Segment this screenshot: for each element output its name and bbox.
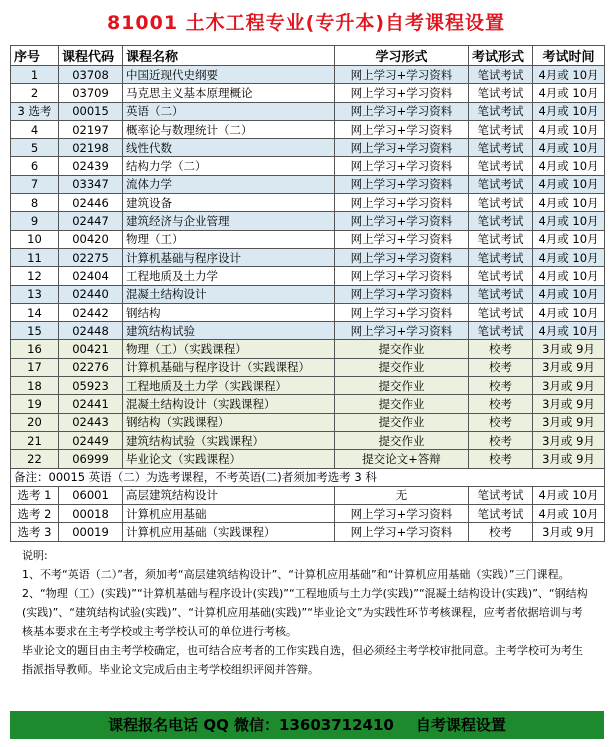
table-header-row <box>11 46 605 66</box>
cell-study-form: 网上学习+学习资料 <box>335 322 469 340</box>
page-title: 81001 土木工程专业(专升本)自考课程设置 <box>106 12 506 34</box>
cell-course-name: 工程地质及土力学 <box>123 267 335 285</box>
table-note-row <box>11 468 605 486</box>
table-row <box>11 248 605 266</box>
notes-heading: 说明: <box>22 549 48 562</box>
cell-code: 02440 <box>59 285 123 303</box>
header-exam: 考试形式 <box>469 46 533 66</box>
cell-code: 02442 <box>59 303 123 321</box>
cell-study-form: 提交作业 <box>335 340 469 358</box>
cell-no: 22 <box>11 450 59 468</box>
cell-code: 02439 <box>59 157 123 175</box>
cell-no: 11 <box>11 248 59 266</box>
cell-code: 02447 <box>59 212 123 230</box>
cell-exam-form: 笔试考试 <box>469 267 533 285</box>
cell-exam-form: 笔试考试 <box>469 230 533 248</box>
cell-exam-form: 笔试考试 <box>469 139 533 157</box>
cell-no: 13 <box>11 285 59 303</box>
cell-exam-time: 3月或 9月 <box>533 395 605 413</box>
cell-no: 12 <box>11 267 59 285</box>
table-row <box>11 267 605 285</box>
course-table-body <box>11 66 605 469</box>
cell-no: 10 <box>11 230 59 248</box>
cell-exam-time: 4月或 10月 <box>533 303 605 321</box>
cell-study-form: 网上学习+学习资料 <box>335 248 469 266</box>
cell-exam-form: 笔试考试 <box>469 84 533 102</box>
cell-exam-time: 4月或 10月 <box>533 194 605 212</box>
cell-exam-form: 校考 <box>469 450 533 468</box>
cell-exam-time: 4月或 10月 <box>533 248 605 266</box>
cell-exam-time: 4月或 10月 <box>533 230 605 248</box>
cell-study-form: 网上学习+学习资料 <box>335 139 469 157</box>
table-row <box>11 450 605 468</box>
cell-exam-form: 笔试考试 <box>469 66 533 84</box>
cell-study-form: 网上学习+学习资料 <box>335 523 469 541</box>
cell-exam-time: 4月或 10月 <box>533 322 605 340</box>
cell-exam-time: 4月或 10月 <box>533 175 605 193</box>
cell-study-form: 提交论文+答辩 <box>335 450 469 468</box>
cell-course-name: 混凝土结构设计 <box>123 285 335 303</box>
cell-course-name: 结构力学（二） <box>123 157 335 175</box>
cell-exam-form: 笔试考试 <box>469 303 533 321</box>
cell-code: 00019 <box>59 523 123 541</box>
table-row <box>11 139 605 157</box>
cell-code: 02449 <box>59 431 123 449</box>
cell-course-name: 工程地质及土力学（实践课程） <box>123 377 335 395</box>
cell-course-name: 毕业论文（实践课程） <box>123 450 335 468</box>
cell-study-form: 网上学习+学习资料 <box>335 267 469 285</box>
cell-exam-time: 4月或 10月 <box>533 84 605 102</box>
cell-exam-form: 笔试考试 <box>469 505 533 523</box>
cell-study-form: 网上学习+学习资料 <box>335 175 469 193</box>
cell-exam-form: 笔试考试 <box>469 486 533 504</box>
cell-no: 选考 3 <box>11 523 59 541</box>
cell-exam-form: 笔试考试 <box>469 212 533 230</box>
cell-exam-form: 笔试考试 <box>469 248 533 266</box>
cell-exam-time: 4月或 10月 <box>533 267 605 285</box>
cell-code: 03708 <box>59 66 123 84</box>
cell-course-name: 流体力学 <box>123 175 335 193</box>
cell-course-name: 物理（工） <box>123 230 335 248</box>
table-row <box>11 322 605 340</box>
cell-no: 16 <box>11 340 59 358</box>
table-row <box>11 84 605 102</box>
table-row <box>11 358 605 376</box>
cell-exam-form: 笔试考试 <box>469 157 533 175</box>
cell-code: 02276 <box>59 358 123 376</box>
cell-course-name: 钢结构 <box>123 303 335 321</box>
table-row <box>11 395 605 413</box>
cell-no: 7 <box>11 175 59 193</box>
cell-exam-time: 3月或 9月 <box>533 377 605 395</box>
cell-exam-form: 校考 <box>469 340 533 358</box>
cell-no: 8 <box>11 194 59 212</box>
cell-course-name: 计算机应用基础 <box>123 505 335 523</box>
cell-exam-form: 笔试考试 <box>469 102 533 120</box>
elective-row <box>11 523 605 541</box>
cell-code: 02198 <box>59 139 123 157</box>
cell-exam-time: 4月或 10月 <box>533 285 605 303</box>
table-row <box>11 377 605 395</box>
cell-exam-time: 3月或 9月 <box>533 340 605 358</box>
notes-item-2: 2、“物理（工）(实践)”“计算机基础与程序设计(实践)”“工程地质与土力学(实践)”“混凝土结构设计(实践)”、“钢结构(实践)”、“建筑结构试验(实践)”、“计算机应用基础(实践)”“毕业论文”为实践性环节考核课程，应考者依据培训与考核基本要求在主考学校或主考学校认可的单位进行考核。 <box>22 587 588 638</box>
cell-exam-time: 3月或 9月 <box>533 450 605 468</box>
cell-study-form: 网上学习+学习资料 <box>335 212 469 230</box>
notes-item-1: 1、不考“英语（二）”者，须加考“高层建筑结构设计”、“计算机应用基础”和“计算机应用基础（实践）”三门课程。 <box>22 568 570 581</box>
cell-no: 18 <box>11 377 59 395</box>
cell-no: 选考 2 <box>11 505 59 523</box>
cell-study-form: 网上学习+学习资料 <box>335 157 469 175</box>
cell-code: 05923 <box>59 377 123 395</box>
cell-code: 02441 <box>59 395 123 413</box>
cell-exam-time: 4月或 10月 <box>533 139 605 157</box>
cell-code: 03347 <box>59 175 123 193</box>
cell-study-form: 提交作业 <box>335 413 469 431</box>
cell-code: 02275 <box>59 248 123 266</box>
cell-study-form: 提交作业 <box>335 358 469 376</box>
cell-course-name: 物理（工）（实践课程） <box>123 340 335 358</box>
cell-no: 选考 1 <box>11 486 59 504</box>
cell-exam-form: 笔试考试 <box>469 194 533 212</box>
table-row <box>11 194 605 212</box>
cell-study-form: 网上学习+学习资料 <box>335 285 469 303</box>
cell-no: 6 <box>11 157 59 175</box>
cell-no: 21 <box>11 431 59 449</box>
table-note: 备注：00015 英语（二）为选考课程，不考英语(二)者须加考选考 3 科 <box>11 468 605 486</box>
course-table <box>10 45 605 542</box>
cell-exam-time: 3月或 9月 <box>533 523 605 541</box>
cell-code: 02443 <box>59 413 123 431</box>
cell-exam-time: 4月或 10月 <box>533 157 605 175</box>
cell-no: 20 <box>11 413 59 431</box>
cell-no: 1 <box>11 66 59 84</box>
footer-tagline: 自考课程设置 <box>415 716 506 734</box>
cell-code: 02197 <box>59 120 123 138</box>
cell-exam-time: 3月或 9月 <box>533 431 605 449</box>
table-row <box>11 340 605 358</box>
cell-study-form: 网上学习+学习资料 <box>335 66 469 84</box>
table-row <box>11 431 605 449</box>
cell-study-form: 网上学习+学习资料 <box>335 102 469 120</box>
notes-section <box>22 546 590 679</box>
cell-no: 2 <box>11 84 59 102</box>
cell-code: 02446 <box>59 194 123 212</box>
table-row <box>11 66 605 84</box>
footer-banner <box>10 711 604 739</box>
header-time: 考试时间 <box>533 46 605 66</box>
header-form: 学习形式 <box>335 46 469 66</box>
cell-no: 5 <box>11 139 59 157</box>
cell-course-name: 建筑结构试验 <box>123 322 335 340</box>
cell-study-form: 无 <box>335 486 469 504</box>
cell-study-form: 网上学习+学习资料 <box>335 505 469 523</box>
table-row <box>11 413 605 431</box>
cell-exam-time: 4月或 10月 <box>533 212 605 230</box>
cell-exam-form: 校考 <box>469 358 533 376</box>
cell-exam-form: 笔试考试 <box>469 175 533 193</box>
table-row <box>11 102 605 120</box>
cell-course-name: 计算机基础与程序设计（实践课程） <box>123 358 335 376</box>
cell-exam-form: 校考 <box>469 523 533 541</box>
cell-code: 00420 <box>59 230 123 248</box>
elective-row <box>11 505 605 523</box>
cell-exam-form: 笔试考试 <box>469 322 533 340</box>
cell-exam-time: 4月或 10月 <box>533 505 605 523</box>
cell-course-name: 高层建筑结构设计 <box>123 486 335 504</box>
cell-code: 00015 <box>59 102 123 120</box>
cell-course-name: 建筑设备 <box>123 194 335 212</box>
cell-study-form: 提交作业 <box>335 395 469 413</box>
cell-study-form: 网上学习+学习资料 <box>335 84 469 102</box>
header-code: 课程代码 <box>59 46 123 66</box>
header-name: 课程名称 <box>123 46 335 66</box>
cell-no: 9 <box>11 212 59 230</box>
cell-code: 00421 <box>59 340 123 358</box>
cell-course-name: 钢结构（实践课程） <box>123 413 335 431</box>
cell-course-name: 英语（二） <box>123 102 335 120</box>
cell-no: 14 <box>11 303 59 321</box>
cell-course-name: 线性代数 <box>123 139 335 157</box>
cell-exam-form: 笔试考试 <box>469 120 533 138</box>
cell-exam-time: 4月或 10月 <box>533 102 605 120</box>
cell-course-name: 计算机基础与程序设计 <box>123 248 335 266</box>
table-row <box>11 230 605 248</box>
cell-course-name: 中国近现代史纲要 <box>123 66 335 84</box>
cell-course-name: 计算机应用基础（实践课程） <box>123 523 335 541</box>
cell-course-name: 建筑经济与企业管理 <box>123 212 335 230</box>
cell-exam-time: 4月或 10月 <box>533 120 605 138</box>
cell-study-form: 提交作业 <box>335 377 469 395</box>
cell-exam-form: 校考 <box>469 377 533 395</box>
cell-course-name: 混凝土结构设计（实践课程） <box>123 395 335 413</box>
cell-course-name: 马克思主义基本原理概论 <box>123 84 335 102</box>
cell-exam-time: 4月或 10月 <box>533 66 605 84</box>
cell-study-form: 提交作业 <box>335 431 469 449</box>
cell-no: 19 <box>11 395 59 413</box>
elective-row <box>11 486 605 504</box>
cell-code: 02448 <box>59 322 123 340</box>
elective-table-body <box>11 486 605 541</box>
cell-code: 06001 <box>59 486 123 504</box>
cell-code: 02404 <box>59 267 123 285</box>
cell-no: 3 选考 <box>11 102 59 120</box>
table-row <box>11 175 605 193</box>
cell-exam-form: 校考 <box>469 431 533 449</box>
cell-course-name: 建筑结构试验（实践课程） <box>123 431 335 449</box>
cell-code: 06999 <box>59 450 123 468</box>
notes-item-3: 毕业论文的题目由主考学校确定，也可结合应考者的工作实践自选，但必须经主考学校审批同意。主考学校可为考生指派指导教师。毕业论文完成后由主考学校组织评阅并答辩。 <box>22 644 583 676</box>
cell-study-form: 网上学习+学习资料 <box>335 120 469 138</box>
table-row <box>11 303 605 321</box>
cell-no: 15 <box>11 322 59 340</box>
cell-no: 4 <box>11 120 59 138</box>
cell-study-form: 网上学习+学习资料 <box>335 230 469 248</box>
cell-exam-form: 笔试考试 <box>469 285 533 303</box>
cell-exam-form: 校考 <box>469 413 533 431</box>
cell-study-form: 网上学习+学习资料 <box>335 194 469 212</box>
table-row <box>11 285 605 303</box>
cell-code: 00018 <box>59 505 123 523</box>
table-row <box>11 157 605 175</box>
cell-exam-time: 4月或 10月 <box>533 486 605 504</box>
cell-study-form: 网上学习+学习资料 <box>335 303 469 321</box>
table-note-section <box>11 468 605 486</box>
table-row <box>11 120 605 138</box>
cell-course-name: 概率论与数理统计（二） <box>123 120 335 138</box>
cell-exam-form: 校考 <box>469 395 533 413</box>
cell-code: 03709 <box>59 84 123 102</box>
footer-contact: 课程报名电话 QQ 微信：13603712410 <box>108 716 394 734</box>
cell-exam-time: 3月或 9月 <box>533 358 605 376</box>
cell-no: 17 <box>11 358 59 376</box>
cell-exam-time: 3月或 9月 <box>533 413 605 431</box>
table-row <box>11 212 605 230</box>
header-no: 序号 <box>11 46 59 66</box>
